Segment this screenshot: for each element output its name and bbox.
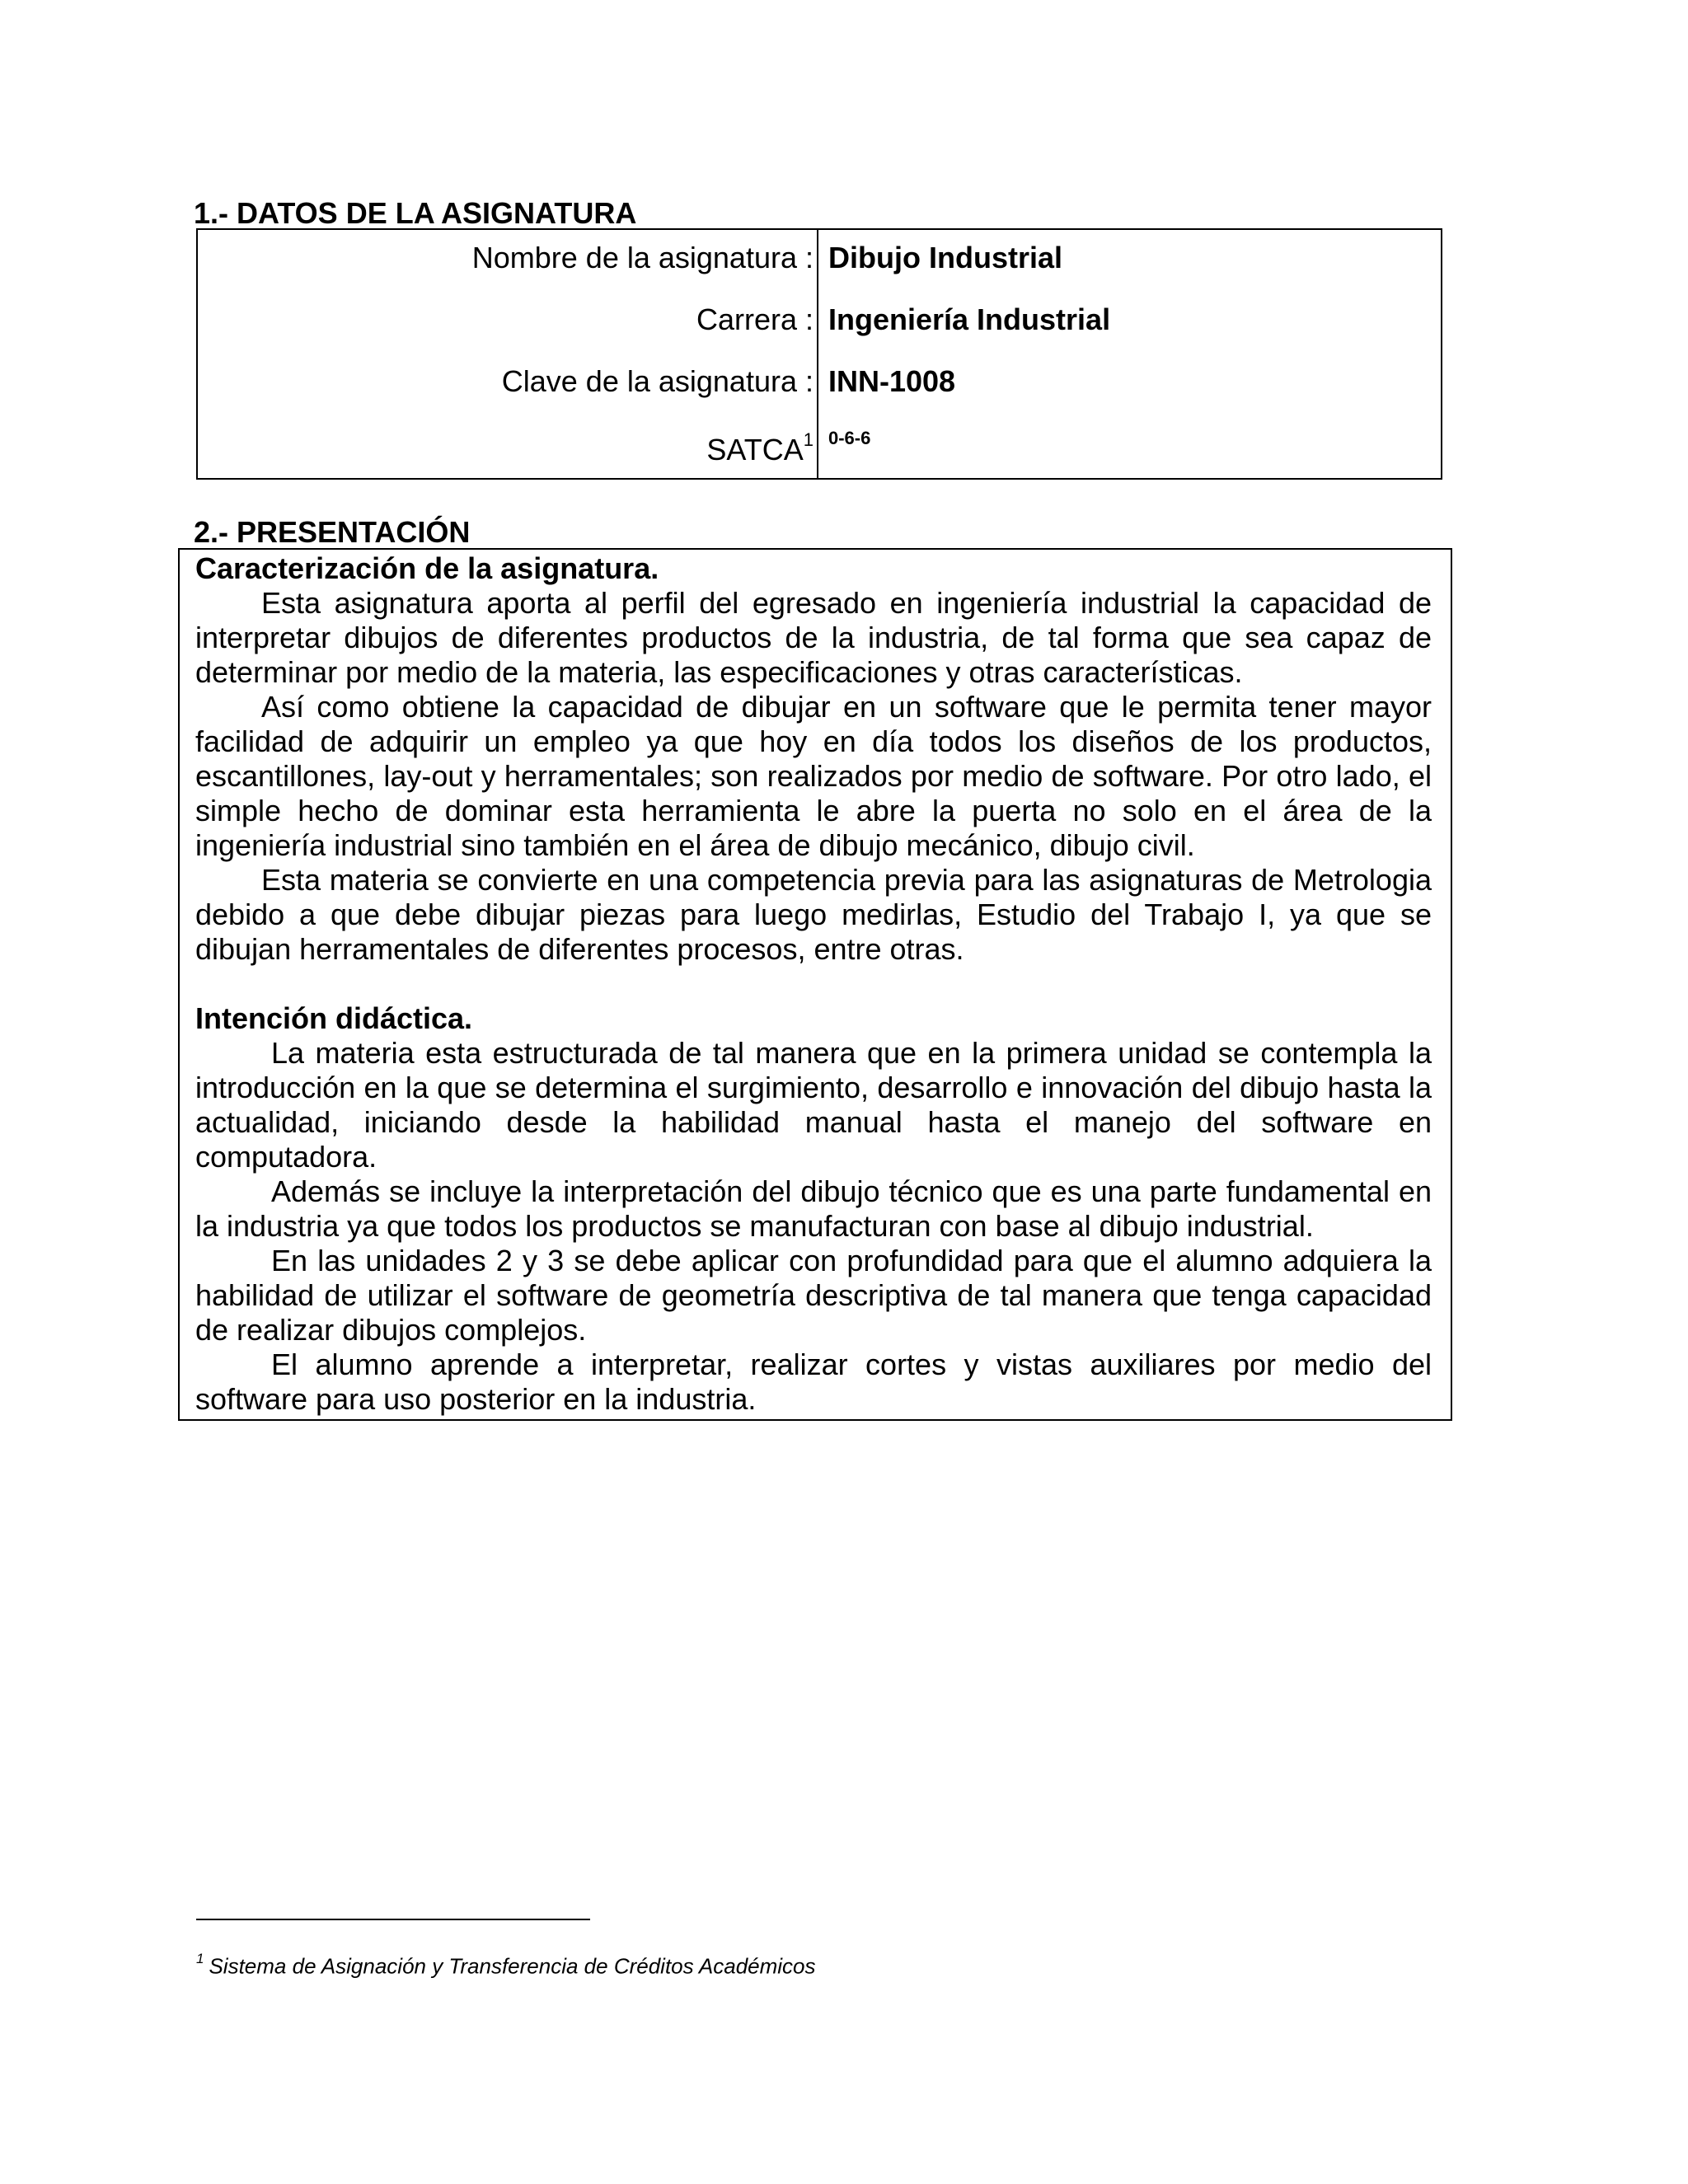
subject-code-value: INN-1008	[828, 364, 956, 398]
intencion-paragraph: La materia esta estructurada de tal manera que en la primera unidad se contempla la introducción en la que se determina el surgimiento, desarrollo e innovación del dibujo hasta la actualidad, iniciando desde la habilidad manual hasta el manejo del software en computadora.	[195, 1036, 1432, 1174]
caracterizacion-heading: Caracterización de la asignatura.	[195, 551, 659, 585]
footnote-separator	[196, 1919, 590, 1920]
table-row-clave	[198, 354, 1441, 403]
subject-data-table	[196, 228, 1442, 480]
section-1-title: 1.- DATOS DE LA ASIGNATURA	[194, 196, 637, 230]
caracterizacion-paragraph: Esta asignatura aporta al perfil del egresado en ingeniería industrial la capacidad de interpretar dibujos de diferentes productos de la industria, de tal forma que sea capaz de determinar por medio de la materia, las especificaciones y otras características.	[195, 586, 1432, 689]
caracterizacion-paragraph: Esta materia se convierte en una competencia previa para las asignaturas de Metrologia debido a que debe dibujar piezas para luego medirlas, Estudio del Trabajo I, ya que se dibujan herramentales de diferentes procesos, entre otras.	[195, 863, 1432, 966]
table-row-satca	[198, 415, 1441, 465]
table-row-nombre	[198, 230, 1441, 279]
intencion-paragraph: El alumno aprende a interpretar, realizar cortes y vistas auxiliares por medio del software para uso posterior en la industria.	[195, 1347, 1432, 1416]
footnote	[196, 1949, 816, 1979]
intencion-heading: Intención didáctica.	[195, 1001, 473, 1035]
footnote-text: Sistema de Asignación y Transferencia de Créditos Académicos	[209, 1953, 816, 1979]
intencion-paragraph: En las unidades 2 y 3 se debe aplicar con profundidad para que el alumno adquiera la habilidad de utilizar el software de geometría descriptiva de tal manera que tenga capacidad de realizar dibujos complejos.	[195, 1244, 1432, 1347]
presentation-content	[195, 551, 1432, 1417]
satca-label	[706, 427, 814, 466]
presentation-box	[178, 548, 1452, 1421]
footnote-ref-marker: 1	[803, 429, 814, 450]
intencion-paragraph: Además se incluye la interpretación del dibujo técnico que es una parte fundamental en la industria ya que todos los productos se manufacturan con base al dibujo industrial.	[195, 1174, 1432, 1243]
subject-name-value: Dibujo Industrial	[828, 241, 1062, 274]
caracterizacion-paragraph: Así como obtiene la capacidad de dibujar en un software que le permita tener mayor facilidad de adquirir un empleo ya que hoy en día todos los diseños de los productos, escantillones, lay-out y herramentales; son realizados por medio de software. Por otro lado, el simple hecho de dominar esta herramienta le abre la puerta no solo en el área de la ingeniería industrial sino también en el área de dibujo mecánico, dibujo civil.	[195, 690, 1432, 862]
satca-label-text: SATCA	[706, 433, 804, 466]
paragraph-gap	[195, 967, 1432, 1001]
career-value: Ingeniería Industrial	[828, 302, 1111, 336]
section-2-title: 2.- PRESENTACIÓN	[194, 515, 471, 549]
subject-name-label: Nombre de la asignatura :	[471, 241, 814, 274]
subject-code-label: Clave de la asignatura :	[501, 364, 814, 398]
footnote-marker: 1	[196, 1951, 204, 1966]
satca-value: 0-6-6	[828, 428, 871, 448]
career-label: Carrera :	[696, 302, 814, 336]
table-row-carrera	[198, 292, 1441, 341]
